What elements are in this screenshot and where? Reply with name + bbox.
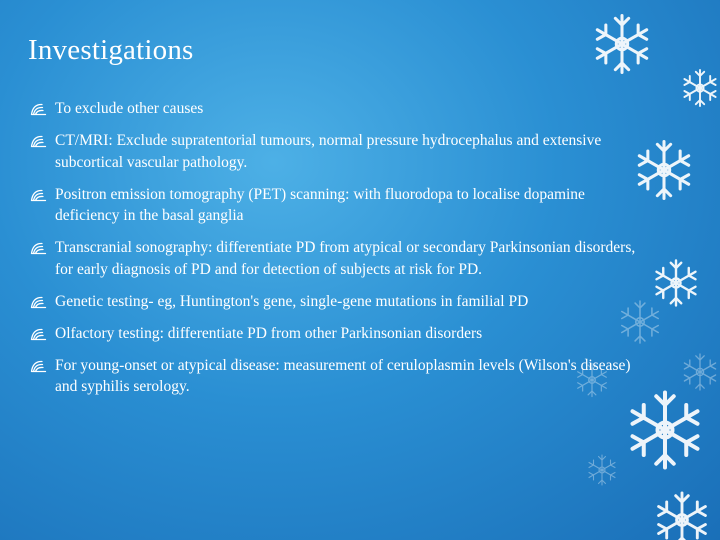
bullet-item: [30, 323, 640, 345]
bullet-item: [30, 130, 640, 173]
snowflake-icon: [657, 261, 696, 306]
snowflake-icon: [633, 393, 698, 468]
snowflake-icon: [639, 142, 688, 199]
shell-bullet-icon: [30, 102, 47, 116]
snowflake-icon: [589, 455, 615, 485]
slide-title: Investigations: [28, 34, 194, 66]
bullet-item: [30, 355, 640, 398]
snowflake-icon: [659, 493, 706, 540]
shell-bullet-icon: [30, 134, 47, 148]
snowflake-icon: [684, 354, 715, 390]
snowflake-icon: [597, 15, 646, 72]
shell-bullet-icon: [30, 188, 47, 202]
bullet-text: Genetic testing- eg, Huntington's gene, single-gene mutations in familial PD: [55, 292, 529, 310]
shell-bullet-icon: [30, 359, 47, 373]
bullet-text: For young-onset or atypical disease: measurement of ceruloplasmin levels (Wilson's disease) and syphilis serology.: [55, 356, 631, 395]
shell-bullet-icon: [30, 295, 47, 309]
shell-bullet-icon: [30, 241, 47, 255]
bullet-item: [30, 184, 640, 227]
bullet-text: To exclude other causes: [55, 100, 204, 117]
bullet-text: CT/MRI: Exclude supratentorial tumours, normal pressure hydrocephalus and extensive subcortical vascular pathology.: [55, 132, 602, 171]
bullet-item: [30, 291, 640, 313]
snowflake-icon: [684, 70, 715, 106]
bullet-item: [30, 237, 640, 280]
bullet-text: Transcranial sonography: differentiate PD from atypical or secondary Parkinsonian disorders, for early diagnosis of PD and for detection of subjects at risk for PD.: [55, 239, 636, 278]
bullet-list: [30, 98, 640, 408]
bullet-text: Olfactory testing: differentiate PD from other Parkinsonian disorders: [55, 324, 483, 342]
shell-bullet-icon: [30, 327, 47, 341]
bullet-text: Positron emission tomography (PET) scanning: with fluorodopa to localise dopamine deficiency in the basal ganglia: [55, 185, 585, 224]
bullet-item: [30, 98, 640, 120]
